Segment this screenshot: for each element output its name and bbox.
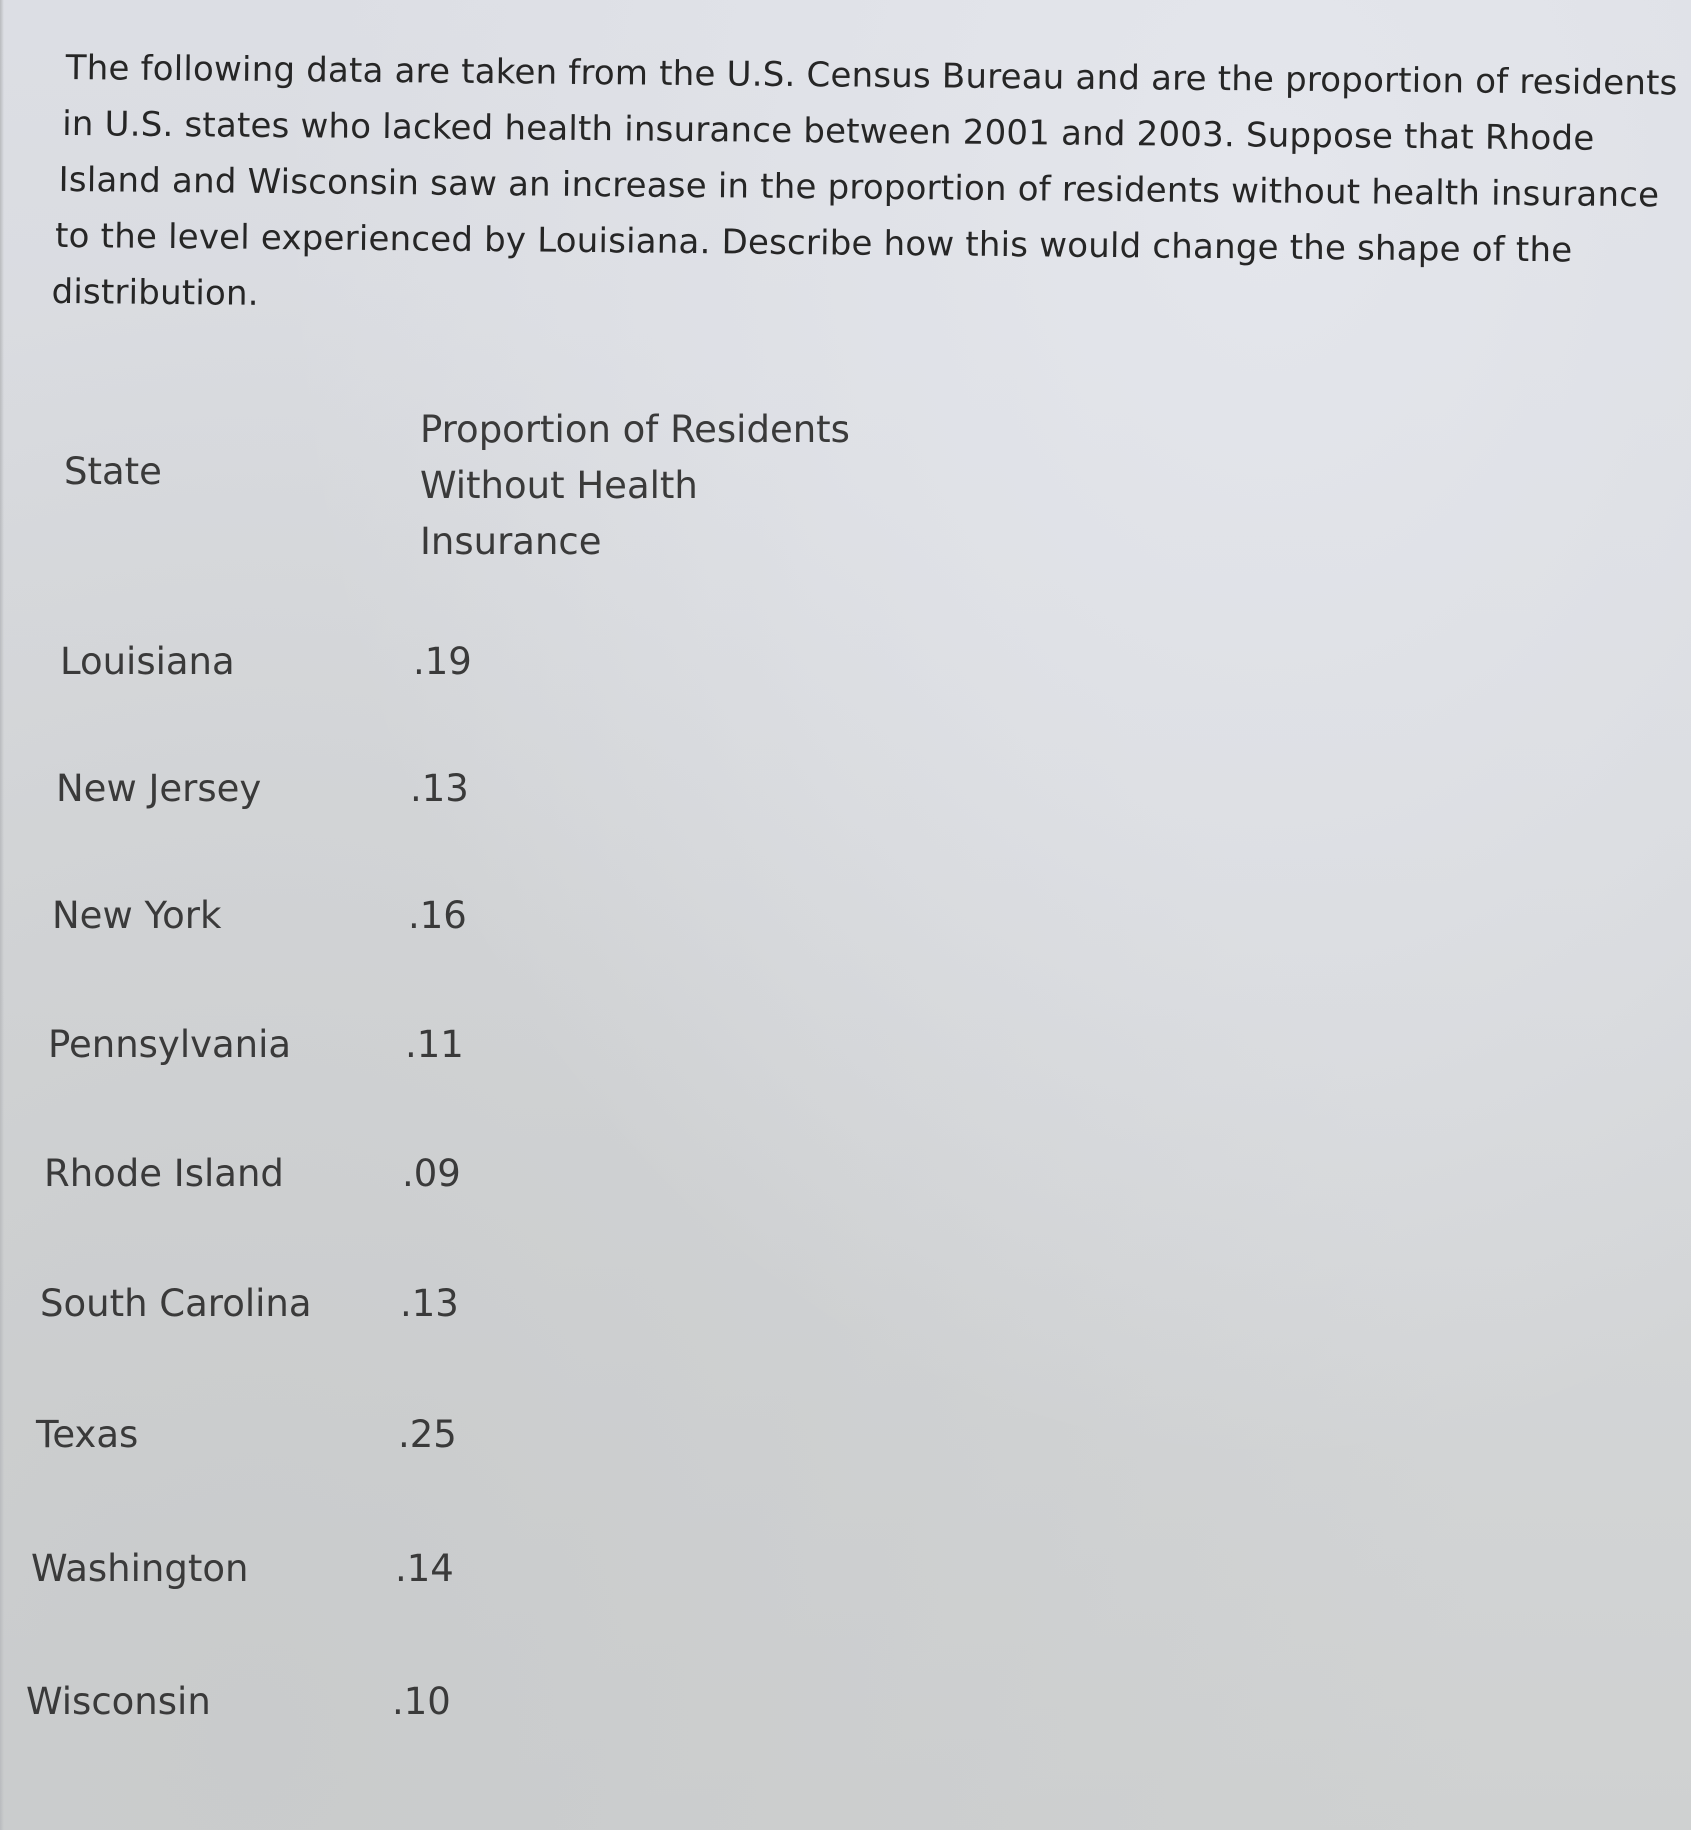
table-row (0, 894, 700, 944)
proportion-value: .19 (413, 640, 472, 683)
table-row (0, 767, 700, 817)
question-line: The following data are taken from the U.S. Census Bureau and are the proportion of residents (65, 47, 1678, 104)
question-line: in U.S. states who lacked health insurance between 2001 and 2003. Suppose that Rhode (62, 103, 1595, 159)
table-row (0, 640, 700, 690)
proportion-value: .13 (410, 767, 469, 810)
state-name: Louisiana (60, 640, 235, 683)
proportion-value: .10 (392, 1680, 451, 1723)
state-name: Texas (36, 1413, 139, 1456)
state-name: Washington (31, 1547, 249, 1590)
table-row (0, 1282, 700, 1332)
state-column-header: State (64, 450, 162, 493)
table-row (0, 1023, 700, 1073)
state-name: Pennsylvania (48, 1023, 292, 1066)
proportion-value: .11 (405, 1023, 464, 1066)
proportion-header-line: Proportion of Residents (420, 408, 850, 451)
question-line: Island and Wisconsin saw an increase in the proportion of residents without health insurance (58, 159, 1660, 216)
proportion-header-line: Without Health (420, 464, 698, 507)
question-line: distribution. (51, 271, 259, 314)
state-name: Rhode Island (44, 1152, 284, 1195)
table-row (0, 1680, 700, 1730)
question-line: to the level experienced by Louisiana. Describe how this would change the shape of the (54, 215, 1573, 271)
table-row (0, 1152, 700, 1202)
proportion-value: .14 (395, 1547, 454, 1590)
state-name: New York (52, 894, 222, 937)
proportion-value: .16 (408, 894, 467, 937)
proportion-value: .09 (402, 1152, 461, 1195)
proportion-value: .25 (398, 1413, 457, 1456)
table-row (0, 1547, 700, 1597)
proportion-value: .13 (400, 1282, 459, 1325)
state-name: South Carolina (40, 1282, 312, 1325)
state-name: Wisconsin (26, 1680, 211, 1723)
proportion-column-header (420, 402, 940, 570)
proportion-header-line: Insurance (420, 520, 602, 563)
state-name: New Jersey (56, 767, 262, 810)
table-row (0, 1413, 700, 1463)
